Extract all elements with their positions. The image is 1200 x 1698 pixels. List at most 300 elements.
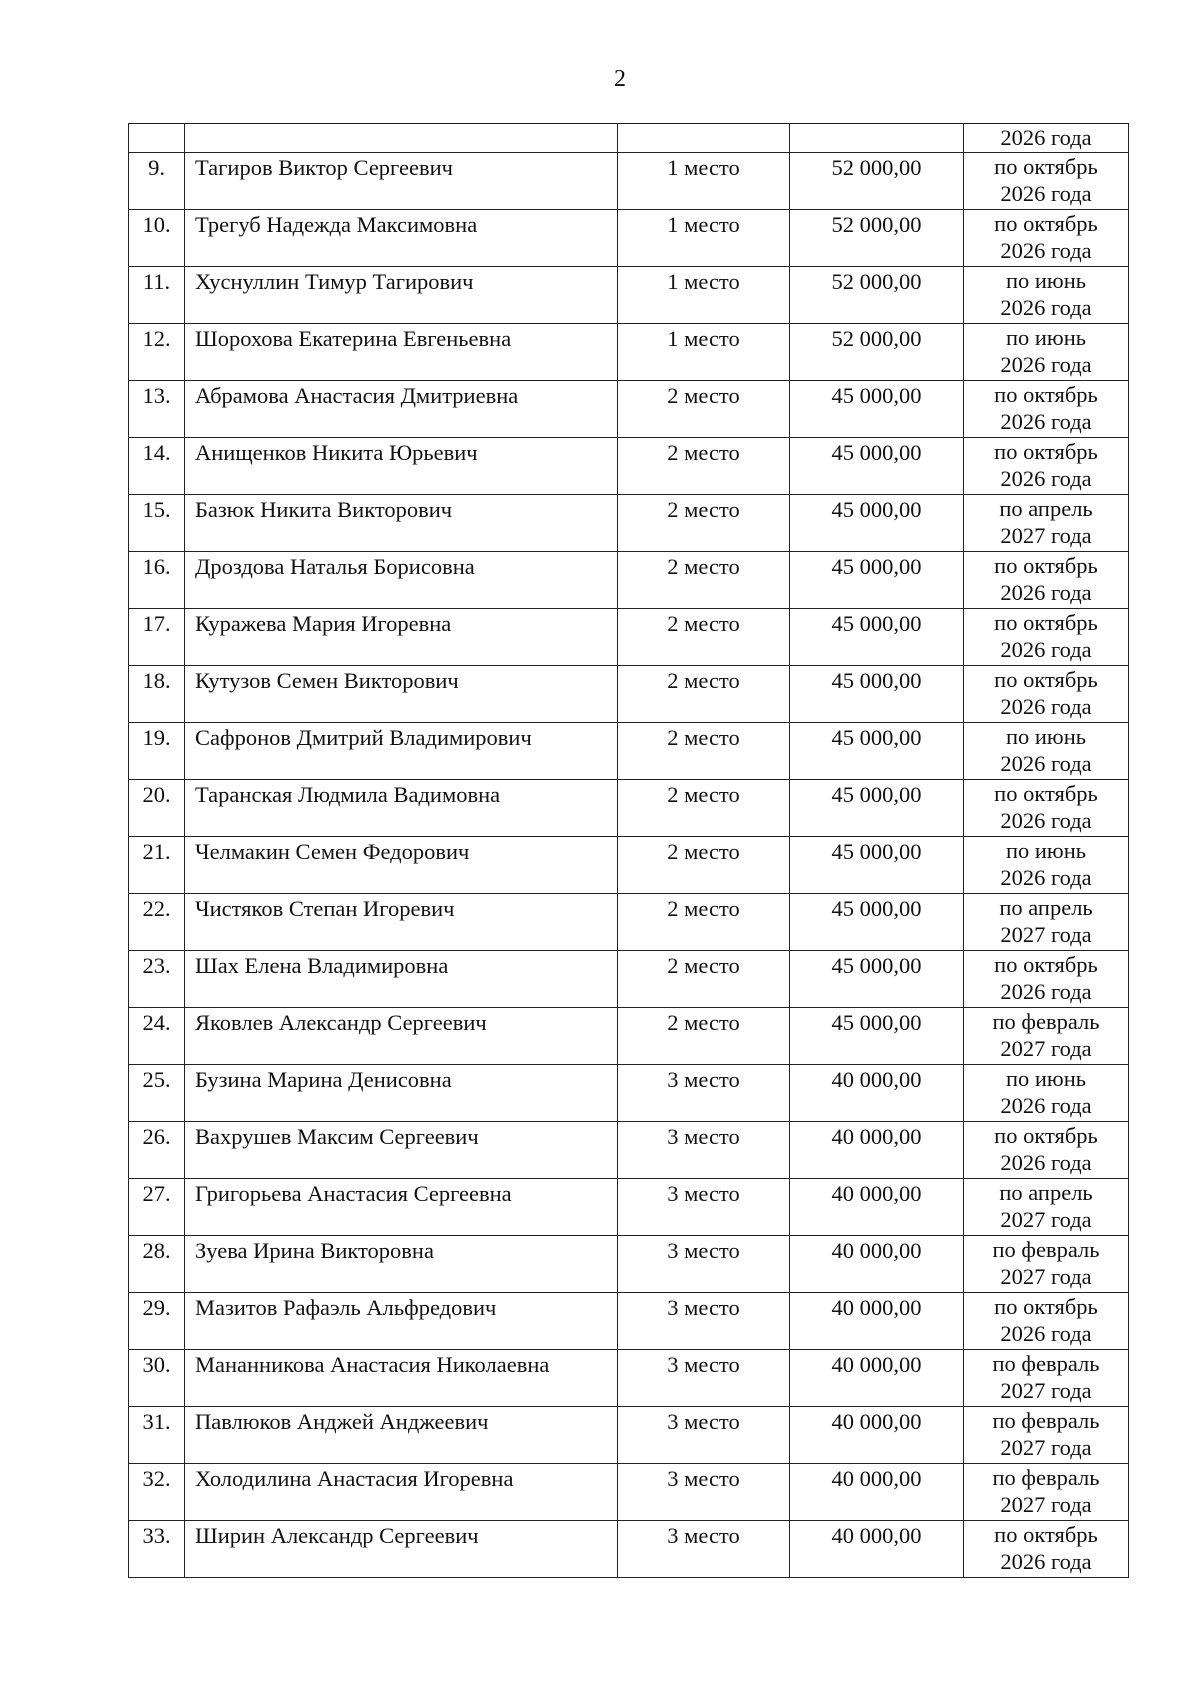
table-row <box>129 1122 1129 1179</box>
cell-name <box>185 1521 618 1578</box>
cell-place <box>618 894 790 951</box>
cell-number <box>129 1008 185 1065</box>
cell-number <box>129 780 185 837</box>
cell-amount <box>790 1407 964 1464</box>
cell-place <box>618 124 790 153</box>
term-year: 2026 года <box>1000 295 1092 320</box>
term-year: 2027 года <box>1000 1492 1092 1517</box>
term-year: 2026 года <box>1000 125 1092 150</box>
cell-number-text: 9. <box>148 155 165 180</box>
cell-place <box>618 609 790 666</box>
cell-place-text: 3 место <box>667 1409 740 1434</box>
cell-number-text: 10. <box>142 212 171 237</box>
cell-number-text: 11. <box>142 269 171 294</box>
table-row <box>129 552 1129 609</box>
cell-amount-text: 52 000,00 <box>831 155 922 180</box>
cell-term <box>964 1008 1129 1065</box>
term-month: по октябрь <box>994 382 1098 407</box>
term-month: по октябрь <box>994 781 1098 806</box>
cell-amount-text: 45 000,00 <box>831 611 922 636</box>
cell-term <box>964 837 1129 894</box>
cell-name <box>185 1236 618 1293</box>
cell-name <box>185 723 618 780</box>
cell-term <box>964 267 1129 324</box>
term-year: 2026 года <box>1000 181 1092 206</box>
cell-name <box>185 495 618 552</box>
cell-place <box>618 1122 790 1179</box>
cell-amount-text: 40 000,00 <box>831 1523 922 1548</box>
cell-term <box>964 438 1129 495</box>
cell-amount <box>790 1236 964 1293</box>
cell-number-text: 25. <box>142 1067 171 1092</box>
term-year: 2026 года <box>1000 865 1092 890</box>
table-row <box>129 153 1129 210</box>
term-month: по октябрь <box>994 211 1098 236</box>
cell-place-text: 3 место <box>667 1124 740 1149</box>
term-year: 2026 года <box>1000 352 1092 377</box>
cell-number-text: 29. <box>142 1295 171 1320</box>
cell-place <box>618 837 790 894</box>
cell-number-text: 28. <box>142 1238 171 1263</box>
table-row <box>129 1008 1129 1065</box>
term-month: по октябрь <box>994 610 1098 635</box>
cell-amount-text: 40 000,00 <box>831 1181 922 1206</box>
cell-place <box>618 1008 790 1065</box>
cell-term <box>964 1521 1129 1578</box>
table-row <box>129 324 1129 381</box>
cell-amount <box>790 381 964 438</box>
cell-number <box>129 495 185 552</box>
table-row <box>129 438 1129 495</box>
cell-amount <box>790 951 964 1008</box>
cell-amount <box>790 666 964 723</box>
cell-place-text: 1 место <box>667 212 740 237</box>
cell-number-text: 26. <box>142 1124 171 1149</box>
cell-number-text: 31. <box>142 1409 171 1434</box>
cell-amount-text: 45 000,00 <box>831 383 922 408</box>
term-month: по февраль <box>992 1408 1100 1433</box>
cell-number <box>129 552 185 609</box>
cell-name-text: Куражева Мария Игоревна <box>195 611 452 636</box>
cell-term <box>964 894 1129 951</box>
cell-term <box>964 666 1129 723</box>
table-row <box>129 780 1129 837</box>
term-month: по июнь <box>1005 325 1087 350</box>
cell-amount <box>790 780 964 837</box>
term-year: 2026 года <box>1000 409 1092 434</box>
term-month: по октябрь <box>994 952 1098 977</box>
cell-term <box>964 1350 1129 1407</box>
table-row <box>129 1350 1129 1407</box>
cell-amount <box>790 210 964 267</box>
table-row <box>129 894 1129 951</box>
term-month: по июнь <box>1005 838 1087 863</box>
cell-place-text: 1 место <box>667 269 740 294</box>
cell-number-text: 12. <box>142 326 171 351</box>
term-year: 2027 года <box>1000 922 1092 947</box>
cell-number <box>129 723 185 780</box>
cell-number-text: 24. <box>142 1010 171 1035</box>
cell-number-text: 23. <box>142 953 171 978</box>
cell-place-text: 3 место <box>667 1352 740 1377</box>
table-row <box>129 837 1129 894</box>
cell-name <box>185 267 618 324</box>
cell-place <box>618 1407 790 1464</box>
cell-place-text: 2 место <box>667 839 740 864</box>
cell-name <box>185 894 618 951</box>
cell-amount-text: 40 000,00 <box>831 1124 922 1149</box>
table-row <box>129 267 1129 324</box>
cell-amount <box>790 1008 964 1065</box>
cell-place-text: 2 место <box>667 668 740 693</box>
cell-place <box>618 438 790 495</box>
term-month: по февраль <box>992 1237 1100 1262</box>
table-row <box>129 723 1129 780</box>
table-row-continuation <box>129 124 1129 153</box>
table-row <box>129 1293 1129 1350</box>
cell-number-text: 13. <box>142 383 171 408</box>
cell-name-text: Холодилина Анастасия Игоревна <box>195 1466 514 1491</box>
term-month: по апрель <box>999 895 1093 920</box>
cell-name <box>185 124 618 153</box>
cell-name-text: Григорьева Анастасия Сергеевна <box>195 1181 512 1206</box>
cell-name <box>185 438 618 495</box>
table-row <box>129 1179 1129 1236</box>
cell-place <box>618 780 790 837</box>
table-row <box>129 1236 1129 1293</box>
term-year: 2027 года <box>1000 1207 1092 1232</box>
term-year: 2026 года <box>1000 1093 1092 1118</box>
cell-place-text: 2 место <box>667 896 740 921</box>
cell-term <box>964 951 1129 1008</box>
cell-place <box>618 552 790 609</box>
cell-place <box>618 153 790 210</box>
cell-number-text: 22. <box>142 896 171 921</box>
term-month: по октябрь <box>994 1294 1098 1319</box>
cell-place <box>618 381 790 438</box>
term-month: по апрель <box>999 1180 1093 1205</box>
cell-amount <box>790 324 964 381</box>
cell-amount-text: 45 000,00 <box>831 953 922 978</box>
cell-amount-text: 45 000,00 <box>831 725 922 750</box>
table-row <box>129 1521 1129 1578</box>
term-year: 2026 года <box>1000 979 1092 1004</box>
term-month: по февраль <box>992 1009 1100 1034</box>
cell-number <box>129 1236 185 1293</box>
cell-number-text: 17. <box>142 611 171 636</box>
cell-name <box>185 837 618 894</box>
cell-amount-text: 40 000,00 <box>831 1352 922 1377</box>
cell-amount-text: 45 000,00 <box>831 668 922 693</box>
table-row <box>129 1407 1129 1464</box>
term-month: по октябрь <box>994 154 1098 179</box>
cell-amount-text: 52 000,00 <box>831 269 922 294</box>
cell-term <box>964 381 1129 438</box>
term-year: 2027 года <box>1000 1378 1092 1403</box>
cell-number-text: 30. <box>142 1352 171 1377</box>
cell-amount <box>790 837 964 894</box>
cell-amount-text: 40 000,00 <box>831 1466 922 1491</box>
cell-amount <box>790 723 964 780</box>
cell-place-text: 2 место <box>667 1010 740 1035</box>
cell-amount-text: 45 000,00 <box>831 782 922 807</box>
table-row <box>129 381 1129 438</box>
cell-amount-text: 45 000,00 <box>831 1010 922 1035</box>
term-year: 2026 года <box>1000 580 1092 605</box>
cell-place <box>618 1236 790 1293</box>
table-row <box>129 609 1129 666</box>
cell-name-text: Кутузов Семен Викторович <box>195 668 459 693</box>
cell-amount-text: 52 000,00 <box>831 212 922 237</box>
cell-number <box>129 951 185 1008</box>
cell-number <box>129 267 185 324</box>
cell-name <box>185 153 618 210</box>
cell-name <box>185 1407 618 1464</box>
cell-number-text: 19. <box>142 725 171 750</box>
cell-name <box>185 1122 618 1179</box>
cell-name-text: Мазитов Рафаэль Альфредович <box>195 1295 497 1320</box>
term-year: 2027 года <box>1000 1435 1092 1460</box>
cell-number <box>129 1464 185 1521</box>
cell-number-text: 15. <box>142 497 171 522</box>
cell-name-text: Базюк Никита Викторович <box>195 497 453 522</box>
cell-number-text: 16. <box>142 554 171 579</box>
cell-term <box>964 552 1129 609</box>
cell-amount <box>790 495 964 552</box>
cell-name <box>185 381 618 438</box>
table-row <box>129 1065 1129 1122</box>
cell-number-text: 18. <box>142 668 171 693</box>
table-body <box>129 124 1129 1578</box>
cell-term <box>964 1236 1129 1293</box>
cell-name <box>185 780 618 837</box>
cell-number <box>129 609 185 666</box>
term-year: 2027 года <box>1000 1036 1092 1061</box>
term-month: по февраль <box>992 1465 1100 1490</box>
cell-amount <box>790 1464 964 1521</box>
cell-number <box>129 1407 185 1464</box>
term-month: по февраль <box>992 1351 1100 1376</box>
cell-term <box>964 1065 1129 1122</box>
cell-amount-text: 52 000,00 <box>831 326 922 351</box>
cell-name <box>185 1179 618 1236</box>
cell-number <box>129 1179 185 1236</box>
cell-name-text: Шах Елена Владимировна <box>195 953 449 978</box>
cell-number <box>129 666 185 723</box>
cell-amount-text: 45 000,00 <box>831 497 922 522</box>
table-row <box>129 951 1129 1008</box>
cell-amount <box>790 267 964 324</box>
cell-place-text: 2 место <box>667 440 740 465</box>
cell-term <box>964 1293 1129 1350</box>
cell-amount <box>790 153 964 210</box>
cell-name <box>185 1065 618 1122</box>
cell-number <box>129 837 185 894</box>
term-month: по октябрь <box>994 553 1098 578</box>
term-month: по октябрь <box>994 667 1098 692</box>
cell-term <box>964 609 1129 666</box>
cell-name-text: Зуева Ирина Викторовна <box>195 1238 434 1263</box>
term-year: 2027 года <box>1000 1264 1092 1289</box>
cell-place <box>618 210 790 267</box>
term-year: 2026 года <box>1000 808 1092 833</box>
term-year: 2026 года <box>1000 1150 1092 1175</box>
cell-term <box>964 1407 1129 1464</box>
cell-amount <box>790 1293 964 1350</box>
term-month: по октябрь <box>994 1123 1098 1148</box>
cell-number <box>129 1065 185 1122</box>
cell-number-text: 33. <box>142 1523 171 1548</box>
cell-place <box>618 1179 790 1236</box>
cell-place-text: 3 место <box>667 1067 740 1092</box>
cell-name-text: Ширин Александр Сергеевич <box>195 1523 479 1548</box>
cell-name-text: Анищенков Никита Юрьевич <box>195 440 478 465</box>
cell-name-text: Хуснуллин Тимур Тагирович <box>195 269 474 294</box>
cell-name <box>185 210 618 267</box>
cell-amount <box>790 1179 964 1236</box>
cell-place-text: 3 место <box>667 1295 740 1320</box>
table-row <box>129 495 1129 552</box>
term-year: 2027 года <box>1000 523 1092 548</box>
cell-place-text: 3 место <box>667 1181 740 1206</box>
cell-place <box>618 1521 790 1578</box>
term-month: по июнь <box>1005 268 1087 293</box>
cell-name-text: Чистяков Степан Игоревич <box>195 896 455 921</box>
cell-amount-text: 45 000,00 <box>831 440 922 465</box>
cell-name-text: Шорохова Екатерина Евгеньевна <box>195 326 512 351</box>
table-row <box>129 1464 1129 1521</box>
cell-number <box>129 1350 185 1407</box>
cell-place-text: 3 место <box>667 1523 740 1548</box>
cell-term <box>964 495 1129 552</box>
cell-place <box>618 666 790 723</box>
cell-place <box>618 495 790 552</box>
cell-name-text: Дроздова Наталья Борисовна <box>195 554 475 579</box>
cell-place-text: 2 место <box>667 953 740 978</box>
term-year: 2026 года <box>1000 1549 1092 1574</box>
cell-place-text: 2 место <box>667 497 740 522</box>
cell-place-text: 2 место <box>667 383 740 408</box>
cell-amount <box>790 1521 964 1578</box>
cell-place-text: 1 место <box>667 326 740 351</box>
term-year: 2026 года <box>1000 238 1092 263</box>
cell-amount-text: 45 000,00 <box>831 839 922 864</box>
term-month: по апрель <box>999 496 1093 521</box>
cell-place <box>618 723 790 780</box>
cell-name <box>185 666 618 723</box>
cell-place-text: 3 место <box>667 1466 740 1491</box>
cell-term <box>964 210 1129 267</box>
cell-name-text: Таранская Людмила Вадимовна <box>195 782 501 807</box>
cell-name <box>185 951 618 1008</box>
cell-place <box>618 267 790 324</box>
cell-term <box>964 1464 1129 1521</box>
term-year: 2026 года <box>1000 637 1092 662</box>
cell-amount <box>790 1065 964 1122</box>
cell-amount <box>790 1122 964 1179</box>
cell-amount-text: 40 000,00 <box>831 1295 922 1320</box>
cell-amount-text: 40 000,00 <box>831 1238 922 1263</box>
awards-table <box>128 123 1129 1578</box>
cell-place-text: 2 место <box>667 611 740 636</box>
cell-amount <box>790 609 964 666</box>
cell-place-text: 3 место <box>667 1238 740 1263</box>
term-year: 2026 года <box>1000 466 1092 491</box>
cell-amount <box>790 124 964 153</box>
cell-term <box>964 153 1129 210</box>
cell-amount <box>790 438 964 495</box>
cell-place <box>618 324 790 381</box>
cell-amount <box>790 552 964 609</box>
cell-amount-text: 45 000,00 <box>831 554 922 579</box>
cell-name-text: Челмакин Семен Федорович <box>195 839 470 864</box>
cell-name-text: Бузина Марина Денисовна <box>195 1067 452 1092</box>
cell-place <box>618 1293 790 1350</box>
cell-number <box>129 210 185 267</box>
cell-number <box>129 894 185 951</box>
cell-name <box>185 609 618 666</box>
cell-amount <box>790 894 964 951</box>
cell-number <box>129 381 185 438</box>
cell-place-text: 2 место <box>667 782 740 807</box>
term-month: по июнь <box>1005 724 1087 749</box>
cell-name <box>185 1293 618 1350</box>
cell-name <box>185 552 618 609</box>
cell-term <box>964 780 1129 837</box>
cell-name <box>185 324 618 381</box>
cell-place-text: 2 место <box>667 725 740 750</box>
cell-number-text: 14. <box>142 440 171 465</box>
cell-name-text: Абрамова Анастасия Дмитриевна <box>195 383 519 408</box>
term-month: по июнь <box>1005 1066 1087 1091</box>
cell-number <box>129 124 185 153</box>
cell-amount-text: 45 000,00 <box>831 896 922 921</box>
cell-name-text: Тагиров Виктор Сергеевич <box>195 155 453 180</box>
term-month: по октябрь <box>994 1522 1098 1547</box>
cell-number <box>129 1122 185 1179</box>
cell-place-text: 1 место <box>667 155 740 180</box>
cell-name-text: Сафронов Дмитрий Владимирович <box>195 725 532 750</box>
cell-name <box>185 1350 618 1407</box>
term-year: 2026 года <box>1000 694 1092 719</box>
cell-place <box>618 1065 790 1122</box>
table-row <box>129 666 1129 723</box>
cell-term <box>964 1179 1129 1236</box>
cell-number-text: 20. <box>142 782 171 807</box>
cell-number-text: 32. <box>142 1466 171 1491</box>
cell-number <box>129 1293 185 1350</box>
cell-number <box>129 153 185 210</box>
term-month: по октябрь <box>994 439 1098 464</box>
cell-number <box>129 438 185 495</box>
cell-name-text: Яковлев Александр Сергеевич <box>195 1010 487 1035</box>
cell-amount <box>790 1350 964 1407</box>
cell-name <box>185 1008 618 1065</box>
cell-name-text: Трегуб Надежда Максимовна <box>195 212 478 237</box>
cell-place <box>618 1464 790 1521</box>
cell-term <box>964 1122 1129 1179</box>
cell-number <box>129 1521 185 1578</box>
term-year: 2026 года <box>1000 751 1092 776</box>
cell-place <box>618 1350 790 1407</box>
cell-place <box>618 951 790 1008</box>
cell-place-text: 2 место <box>667 554 740 579</box>
cell-number-text: 27. <box>142 1181 171 1206</box>
cell-name-text: Павлюков Анджей Анджеевич <box>195 1409 489 1434</box>
table-row <box>129 210 1129 267</box>
cell-term <box>964 723 1129 780</box>
cell-term <box>964 124 1129 153</box>
